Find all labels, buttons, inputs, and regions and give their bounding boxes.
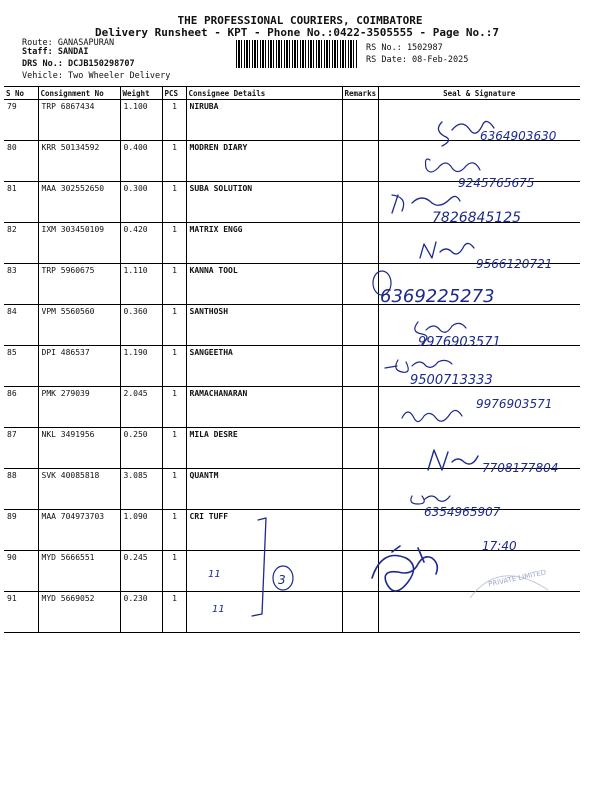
row-sno: 82 bbox=[4, 223, 38, 264]
company-stamp: PRIVATE LIMITED bbox=[487, 568, 547, 589]
weight-value: 1.090 bbox=[120, 510, 162, 551]
consignment-number: MYD 5666551 bbox=[38, 551, 120, 592]
handwritten-phone: 6369225273 bbox=[380, 286, 495, 307]
row-sno: 83 bbox=[4, 264, 38, 305]
row-sno: 87 bbox=[4, 428, 38, 469]
row-sno: 88 bbox=[4, 469, 38, 510]
ditto-mark: 11 bbox=[208, 569, 221, 580]
weight-value: 0.400 bbox=[120, 141, 162, 182]
weight-value: 0.300 bbox=[120, 182, 162, 223]
consignment-number: IXM 303450109 bbox=[38, 223, 120, 264]
handwritten-phone: 7826845125 bbox=[432, 210, 522, 226]
weight-value: 3.085 bbox=[120, 469, 162, 510]
rs-date: RS Date: 08-Feb-2025 bbox=[366, 55, 469, 65]
consignee-name: NIRUBA bbox=[186, 100, 342, 141]
consignment-number: NKL 3491956 bbox=[38, 428, 120, 469]
pcs-count: 1 bbox=[162, 551, 186, 592]
consignment-number: TRP 5960675 bbox=[38, 264, 120, 305]
pcs-count: 1 bbox=[162, 428, 186, 469]
row-sno: 84 bbox=[4, 305, 38, 346]
consignee-name: CRI TUFF bbox=[186, 510, 342, 551]
pcs-count: 1 bbox=[162, 305, 186, 346]
consignee-name: MILA DESRE bbox=[186, 428, 342, 469]
vehicle-label: Vehicle: Two Wheeler Delivery bbox=[22, 71, 171, 81]
consignee-name: RAMACHANARAN bbox=[186, 387, 342, 428]
consignment-number: MAA 302552650 bbox=[38, 182, 120, 223]
consignee-name: QUANTM bbox=[186, 469, 342, 510]
weight-value: 1.190 bbox=[120, 346, 162, 387]
consignee-name: MATRIX ENGG bbox=[186, 223, 342, 264]
weight-value: 0.250 bbox=[120, 428, 162, 469]
consignment-number: MAA 704973703 bbox=[38, 510, 120, 551]
col-consignee: Consignee Details bbox=[186, 87, 342, 100]
row-sno: 79 bbox=[4, 100, 38, 141]
pcs-count: 1 bbox=[162, 100, 186, 141]
row-sno: 86 bbox=[4, 387, 38, 428]
consignee-name: KANNA TOOL bbox=[186, 264, 342, 305]
ditto-mark: 11 bbox=[212, 604, 225, 615]
pcs-count: 1 bbox=[162, 182, 186, 223]
weight-value: 0.230 bbox=[120, 592, 162, 633]
handwritten-phone: 9566120721 bbox=[476, 257, 553, 271]
consignment-number: PMK 279039 bbox=[38, 387, 120, 428]
row-sno: 90 bbox=[4, 551, 38, 592]
weight-value: 0.360 bbox=[120, 305, 162, 346]
consignment-number: DPI 486537 bbox=[38, 346, 120, 387]
handwritten-phone: 9500713333 bbox=[410, 373, 493, 388]
weight-value: 1.100 bbox=[120, 100, 162, 141]
pcs-count: 1 bbox=[162, 510, 186, 551]
circled-count: 3 bbox=[278, 573, 286, 587]
handwritten-phone: 9245765675 bbox=[458, 176, 535, 190]
row-sno: 89 bbox=[4, 510, 38, 551]
consignment-number: MYD 5669052 bbox=[38, 592, 120, 633]
handwritten-phone: 6354965907 bbox=[424, 505, 501, 519]
consignee-name: SANGEETHA bbox=[186, 346, 342, 387]
row-sno: 80 bbox=[4, 141, 38, 182]
pcs-count: 1 bbox=[162, 469, 186, 510]
pcs-count: 1 bbox=[162, 592, 186, 633]
route-label: Route: GANASAPURAN bbox=[22, 38, 115, 48]
consignee-name: MODREN DIARY bbox=[186, 141, 342, 182]
col-signature: Seal & Signature bbox=[378, 87, 580, 100]
drs-number: DRS No.: DCJB150298707 bbox=[22, 59, 135, 69]
row-sno: 81 bbox=[4, 182, 38, 223]
handwritten-phone: 6364903630 bbox=[480, 129, 557, 143]
pcs-count: 1 bbox=[162, 346, 186, 387]
rs-number: RS No.: 1502987 bbox=[366, 43, 443, 53]
weight-value: 0.420 bbox=[120, 223, 162, 264]
row-sno: 91 bbox=[4, 592, 38, 633]
weight-value: 0.245 bbox=[120, 551, 162, 592]
col-weight: Weight bbox=[120, 87, 162, 100]
row-sno: 85 bbox=[4, 346, 38, 387]
handwritten-phone: 7708177804 bbox=[482, 461, 559, 475]
handwritten-phone: 9976903571 bbox=[476, 397, 553, 411]
col-consignment: Consignment No bbox=[38, 87, 120, 100]
pcs-count: 1 bbox=[162, 223, 186, 264]
col-sno: S No bbox=[4, 87, 38, 100]
consignment-number: SVK 40085818 bbox=[38, 469, 120, 510]
runsheet-subtitle: Delivery Runsheet - KPT - Phone No.:0422-3505555 - Page No.:7 bbox=[95, 26, 499, 39]
pcs-count: 1 bbox=[162, 264, 186, 305]
consignment-number: VPM 5560560 bbox=[38, 305, 120, 346]
pcs-count: 1 bbox=[162, 387, 186, 428]
handwritten-time: 17:40 bbox=[482, 539, 517, 553]
handwritten-phone: 9976903571 bbox=[418, 335, 501, 350]
weight-value: 1.110 bbox=[120, 264, 162, 305]
staff-label: Staff: SANDAI bbox=[22, 47, 89, 57]
consignee-name: SUBA SOLUTION bbox=[186, 182, 342, 223]
document-title: THE PROFESSIONAL COURIERS, COIMBATORE bbox=[177, 14, 423, 27]
pcs-count: 1 bbox=[162, 141, 186, 182]
consignment-number: TRP 6867434 bbox=[38, 100, 120, 141]
col-remarks: Remarks bbox=[342, 87, 378, 100]
consignment-number: KRR 50134592 bbox=[38, 141, 120, 182]
weight-value: 2.045 bbox=[120, 387, 162, 428]
col-pcs: PCS bbox=[162, 87, 186, 100]
consignee-name: SANTHOSH bbox=[186, 305, 342, 346]
